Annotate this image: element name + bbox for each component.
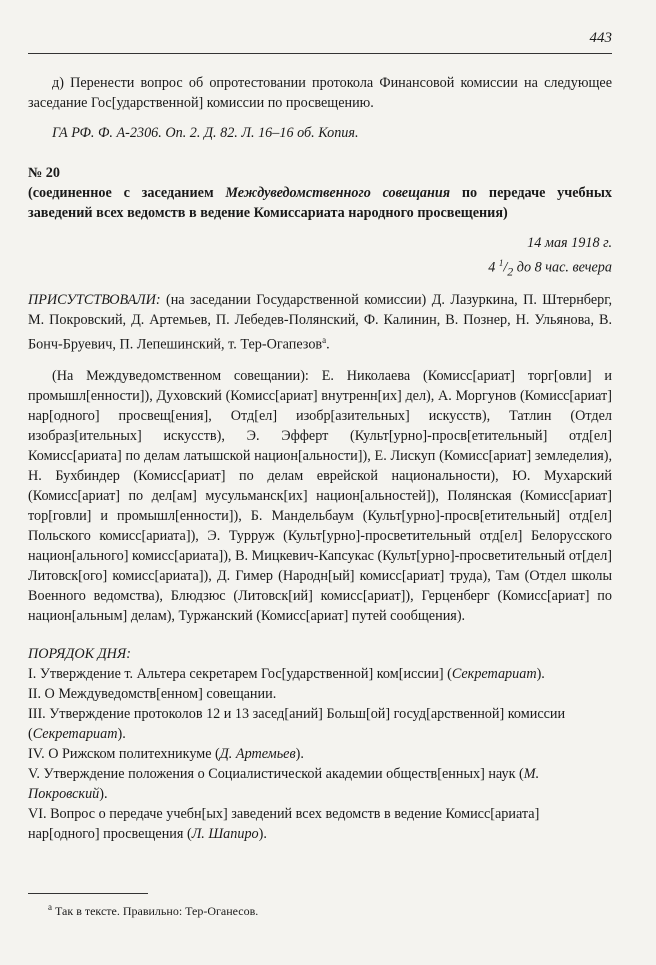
agenda-item — [28, 804, 612, 844]
agenda-list — [28, 664, 612, 844]
agenda-item-text: IV. О Рижском политехникуме ( — [28, 746, 220, 763]
time-fraction-den: 2 — [507, 264, 514, 279]
footnote — [48, 899, 612, 919]
agenda-item-end: ). — [258, 826, 267, 843]
page-number: 443 — [589, 30, 612, 46]
meeting-time — [28, 253, 612, 282]
time-rest: до 8 час. вечера — [513, 259, 612, 276]
footnote-mark: а — [322, 334, 327, 345]
agenda-item-text: VI. Вопрос о передаче учебн[ых] заведений всех ведомств в ведение Комисс[ариата] нар[одного] просвещения ( — [28, 806, 540, 843]
present-paragraph — [28, 290, 612, 355]
footnote-mark: а — [48, 902, 52, 912]
agenda-item-text: II. О Междуведомств[енном] совещании. — [28, 686, 277, 703]
footnote-text: Так в тексте. Правильно: Тер-Оганесов. — [52, 904, 259, 918]
present-text: (на заседании Государственной комиссии) Д. Лазуркина, П. Штернберг, М. Покровский, Д. Артемьев, П. Лебедев-Полянский, Ф. Калинин, В. Познер, Н. Ульянова, В. Бонч-Бруевич, П. Лепешинский, т. Тер-Огапезов — [28, 291, 612, 353]
agenda-item-speaker: М. Покровский — [28, 766, 540, 803]
time-fraction-slash: / — [503, 259, 508, 276]
time-fraction-num: 1 — [498, 258, 504, 268]
agenda-item-text: III. Утверждение протоколов 12 и 13 засед[аний] Больш[ой] госуд[арственной] комиссии ( — [28, 706, 566, 743]
agenda-item-speaker: Д. Артемьев — [219, 746, 296, 763]
agenda-item — [28, 764, 612, 804]
title-part-1: (соединенное с заседанием — [28, 185, 226, 201]
document-number: № 20 — [28, 165, 60, 181]
agenda-item-end: ). — [117, 726, 126, 743]
agenda-item — [28, 684, 612, 704]
interagency-paragraph: (На Междуведомственном совещании): Е. Николаева (Комисс[ариат] торг[овли] и промышл[енности]), Духовский (Комисс[ариат] внутренн[их] дел), А. Моргунов (Комисс[ариат] нар[одного] просвещ[ения], Отд[ел] изобр[азительных] искусств), Татлин (Отдел изобраз[ительных] искусств), Э. Эфферт (Культ[урно]-просв[етительный] отд[ел] Комисс[ариата] по делам латышской национ[альности]), Е. Лискуп (Комисс[ариат] земледелия), Н. Бухбиндер (Комисс[ариат] по делам еврейской национальности), Ю. Мухарский (Комисс[ариат] по дел[ам] мусульманск[их] национ[альностей]), Полянская (Комисс[ариат] тор[говли] и промышл[енности]), Б. Мандельбаум (Культ[урно]-просв[етительный] отд[ел] Польского комисс[ариата]), Э. Турруж (Культ[урно]-просветительный отд[ел] Белорусского национ[ального] комисс[ариата]), В. Мицкевич-Капсукас (Культ[урно]-просветительный от[дел] Литовск[ого] комисс[ариата]), Д. Гимер (Народн[ый] комисс[ариат] труда), Там (Отдел школы Военного ведомства), Блюдзюс (Литовск[ий] комисс[ариат]), Герценберг (Комисс[ариат] по национ[альным] делам), Туржанский (Комисс[ариат] путей сообщения). — [28, 368, 612, 625]
agenda-title: ПОРЯДОК ДНЯ: — [28, 646, 131, 663]
document-body — [28, 73, 612, 844]
title-italic-part: Междуведомственного совещания — [225, 185, 451, 201]
present-label: ПРИСУТСТВОВАЛИ: — [28, 291, 161, 308]
item-d-paragraph: д) Перенести вопрос об опротестовании протокола Финансовой комиссии на следующее заседание Гос[ударственной] комиссии по просвещению. — [28, 75, 612, 111]
archive-reference: ГА РФ. Ф. А-2306. Оп. 2. Д. 82. Л. 16–16 об. Копия. — [52, 125, 359, 141]
agenda-item-end: ). — [99, 786, 108, 803]
agenda-item-text: V. Утверждение положения о Социалистической академии обществ[енных] наук ( — [28, 766, 524, 783]
agenda-item-text: I. Утверждение т. Альтера секретарем Гос[ударственной] ком[иссии] ( — [28, 666, 452, 683]
header-rule — [28, 53, 612, 54]
meeting-date: 14 мая 1918 г. — [527, 235, 612, 251]
agenda-item-speaker: Секретариат — [32, 726, 118, 743]
agenda-item-end: ). — [295, 746, 304, 763]
agenda-item — [28, 664, 612, 684]
agenda-item-end: ). — [536, 666, 545, 683]
present-end: . — [326, 336, 330, 353]
time-hour: 4 — [488, 259, 499, 276]
document-title — [28, 183, 612, 223]
agenda-item — [28, 744, 612, 764]
footnote-rule — [28, 893, 148, 894]
agenda-item — [28, 704, 612, 744]
title-part-2: по передаче учебных заведений всех ведомств в ведение Комиссариата народного просвещения) — [28, 185, 612, 221]
agenda-item-speaker: Секретариат — [451, 666, 537, 683]
agenda-item-speaker: Л. Шапиро — [191, 826, 259, 843]
